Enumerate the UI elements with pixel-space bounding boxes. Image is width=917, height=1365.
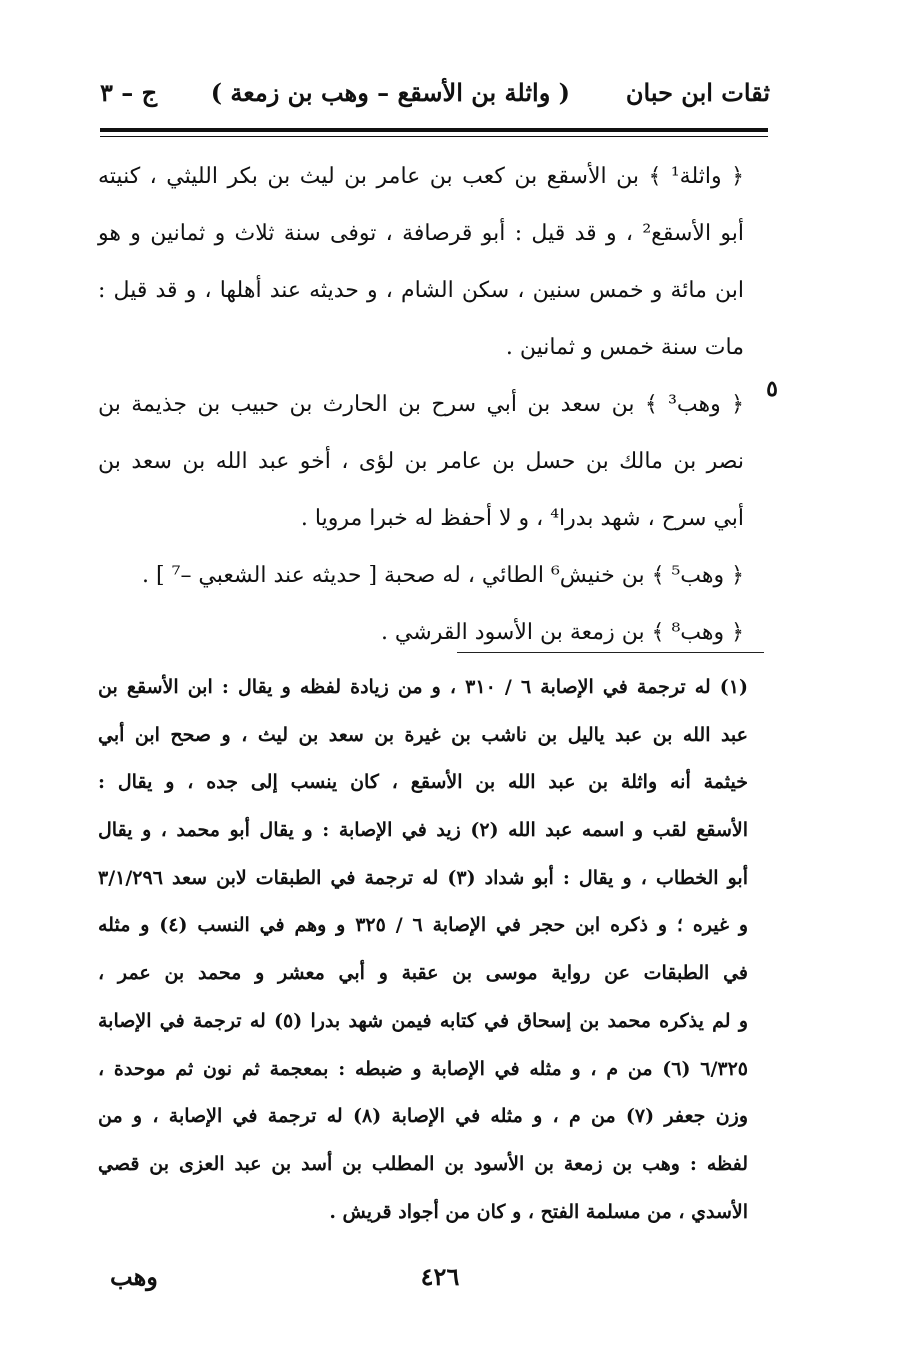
footnote-line: و لم يذكره محمد بن إسحاق في كتابه فيمن شهد بدرا (٥) له ترجمة في الإصابة [98, 1009, 748, 1032]
entry-wahb [98, 376, 744, 661]
header-rule-thin [100, 136, 768, 137]
footnotes [98, 664, 748, 1236]
footnote-line: أبو الخطاب ، و يقال : أبو شداد (٣) له ترجمة في الطبقات لابن سعد ٣/١/٢٩٦ [98, 866, 749, 889]
section-range: ( واثلة بن الأسقع – وهب بن زمعة ) [210, 78, 570, 107]
text-line: أبي سرح ، شهد بدرا⁴ ، و لا أحفظ له خبرا مرويا . [300, 506, 744, 531]
text-line: ﴿ وهب³ ﴾ بن سعد بن أبي سرح بن الحارث بن حبيب بن جذيمة بن [98, 392, 745, 417]
line-number-marker: ٥ [766, 376, 778, 402]
footnote-separator [457, 652, 764, 653]
text-line: ابن مائة و خمس سنين ، سكن الشام ، و حديثه عند أهلها ، و قد قيل : [98, 278, 744, 303]
footnote-line: (١) له ترجمة في الإصابة ٦ / ٣١٠ ، و من زيادة لفظه و يقال : ابن الأسقع بن [98, 676, 748, 698]
text-line: مات سنة خمس و ثمانين . [505, 335, 744, 360]
footnote-line: في الطبقات عن رواية موسى بن عقبة و أبي معشر و محمد بن عمر ، [98, 962, 748, 985]
footnote-line: ٦/٣٢٥ (٦) من م ، و مثله في الإصابة و ضبطه : بمعجمة ثم نون ثم موحدة ، [98, 1057, 748, 1080]
footnote-line: لفظه : وهب بن زمعة بن الأسود بن المطلب بن أسد بن عبد العزى بن قصي [98, 1152, 748, 1175]
text-line: ﴿ واثلة¹ ﴾ بن الأسقع بن كعب بن عامر بن ليث بن بكر الليثي ، كنيته [98, 164, 744, 189]
footnote-line: عبد الله بن عبد ياليل بن ناشب بن غيرة بن سعد بن ليث ، و صحح ابن أبي [98, 723, 748, 746]
footnote-line: خيثمة أنه واثلة بن عبد الله بن الأسقع ، كان ينسب إلى جده ، و يقال : [98, 771, 748, 794]
text-line: ﴿ وهب⁵ ﴾ بن خنيش⁶ الطائي ، له صحبة [ حديثه عند الشعبي –⁷ ] . [142, 563, 744, 588]
text-line: نصر بن مالك بن حسل بن عامر بن لؤى ، أخو عبد الله بن سعد بن [98, 449, 744, 474]
main-text [98, 148, 744, 661]
header-rule-thick [100, 128, 768, 132]
text-line: أبو الأسقع² ، و قد قيل : أبو قرصافة ، توفى سنة ثلاث و ثمانين و هو [98, 221, 744, 246]
volume-label: ج – ٣ [100, 78, 158, 107]
footnote-line: الأسقع لقب و اسمه عبد الله (٢) زيد في الإصابة : و يقال أبو محمد ، و يقال [98, 819, 748, 842]
footnote-line: الأسدي ، من مسلمة الفتح ، و كان من أجواد قريش . [329, 1200, 748, 1223]
running-header [100, 78, 770, 118]
catchword: وهب [110, 1262, 158, 1291]
book-title: ثقات ابن حبان [625, 78, 770, 107]
entry-wathila [98, 148, 744, 376]
page-number: ٤٢٦ [420, 1262, 460, 1291]
text-line: ﴿ وهب⁸ ﴾ بن زمعة بن الأسود القرشي . [380, 620, 744, 645]
footnote-line: و غيره ؛ و ذكره ابن حجر في الإصابة ٦ / ٣٢٥ و وهم في النسب (٤) و مثله [98, 914, 748, 937]
footnote-line: وزن جعفر (٧) من م ، و مثله في الإصابة (٨) له ترجمة في الإصابة ، و من [98, 1105, 748, 1128]
